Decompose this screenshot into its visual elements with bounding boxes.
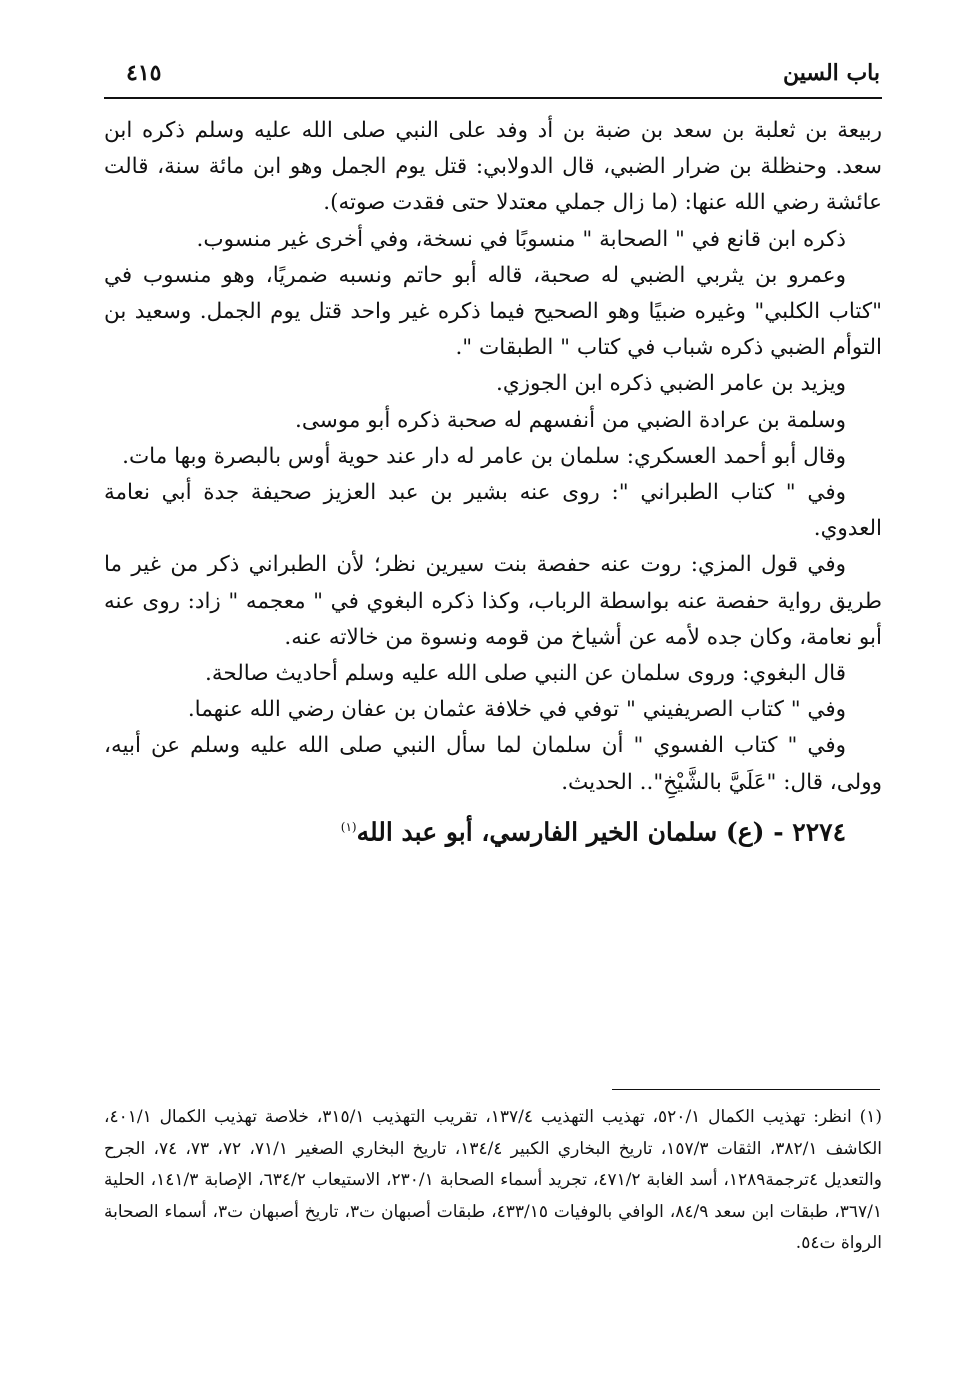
- page-header: [104, 58, 880, 94]
- paragraph: وعمرو بن يثربي الضبي له صحبة، قاله أبو حاتم ونسبه ضمريًا، وهو منسوب في "كتاب الكلبي" وغيره ضبيًا وهو الصحيح فيما ذكره غير واحد قتل يوم الجمل. وسعيد بن التوأم الضبي ذكره شباب في كتاب " الطبقات ".: [104, 262, 882, 361]
- entry-heading-text: ٢٢٧٤ - (ع) سلمان الخير الفارسي، أبو عبد الله: [356, 817, 846, 847]
- paragraph: قال البغوي: وروى سلمان عن النبي صلى الله عليه وسلم أحاديث صالحة.: [204, 661, 846, 687]
- page-number: ٤١٥: [126, 60, 162, 86]
- paragraph: وفي " كتاب الطبراني ": روى عنه بشير بن عبد العزيز صحيفة جدة أبي نعامة العدوي.: [104, 480, 882, 542]
- main-text: [104, 113, 882, 852]
- paragraph: وفي " كتاب الصريفيني " توفي في خلافة عثمان بن عفان رضي الله عنهما.: [187, 697, 846, 723]
- paragraph: ربيعة بن ثعلبة بن سعد بن ضبة بن أد وفد على النبي صلى الله عليه وسلم ذكره ابن سعد. وحنظلة بن ضرار الضبي، قال الدولابي: قتل يوم الجمل وهو ابن مائة سنة، قالت عائشة رضي الله عنها: (ما زال جملي معتدلا حتى فقدت صوته).: [104, 118, 882, 216]
- footnote-divider: [612, 1089, 880, 1090]
- paragraph: وسلمة بن عرادة الضبي من أنفسهم له صحبة ذكره أبو موسى.: [295, 407, 846, 433]
- chapter-title: باب السين: [782, 60, 880, 86]
- paragraph: وفي قول المزي: روت عنه حفصة بنت سيرين نظر؛ لأن الطبراني ذكر من غير ما طريق رواية حفصة عنه بواسطة الرباب، وكذا ذكره البغوي في " معجمه " زاد: روى عنه أبو نعامة، وكان جده لأمه عن أشياخ من قومه ونسوة من خالاته عنه.: [104, 552, 882, 650]
- entry-heading: [104, 807, 882, 852]
- paragraph: وفي " كتاب الفسوي " أن سلمان لما سأل النبي صلى الله عليه وسلم عن أبيه، وولى، قال: "عَلَيَّ بالشَّيْخِ".. الحديث.: [104, 733, 882, 795]
- paragraph: ذكره ابن قانع في " الصحابة " منسوبًا في نسخة، وفي أخرى غير منسوب.: [196, 226, 846, 252]
- footnote: (١) انظر: تهذيب الكمال ٥٢٠/١، تهذيب التهذيب ١٣٧/٤، تقريب التهذيب ٣١٥/١، خلاصة تهذيب الكمال ٤٠١/١، الكاشف ٣٨٢/١، الثقات ١٥٧/٣، تاريخ البخاري الكبير ١٣٤/٤، تاريخ البخاري الصغير ٧١/١، ٧٢، ٧٣، ٧٤، الجرح والتعديل ٤ترجمة١٢٨٩، أسد الغابة ٤٧١/٢، تجريد أسماء الصحابة ٢٣٠/١، الاستيعاب ٦٣٤/٢، الإصابة ١٤١/٣، الحلية ٣٦٧/١، طبقات ابن سعد ٨٤/٩، الوافي بالوفيات ٤٣٣/١٥، طبقات أصبهان ت٣، تاريخ أصبهان ت٣، أسماء الصحابة الرواة ت٥٤.: [104, 1107, 883, 1254]
- header-divider: [104, 97, 882, 99]
- paragraph: ويزيد بن عامر الضبي ذكره ابن الجوزي.: [495, 371, 846, 397]
- footnote-marker[interactable]: (١): [340, 819, 357, 834]
- footnotes: [104, 1102, 882, 1260]
- paragraph: وقال أبو أحمد العسكري: سلمان بن عامر له دار عند حوية أوس بالبصرة وبها مات.: [122, 443, 846, 469]
